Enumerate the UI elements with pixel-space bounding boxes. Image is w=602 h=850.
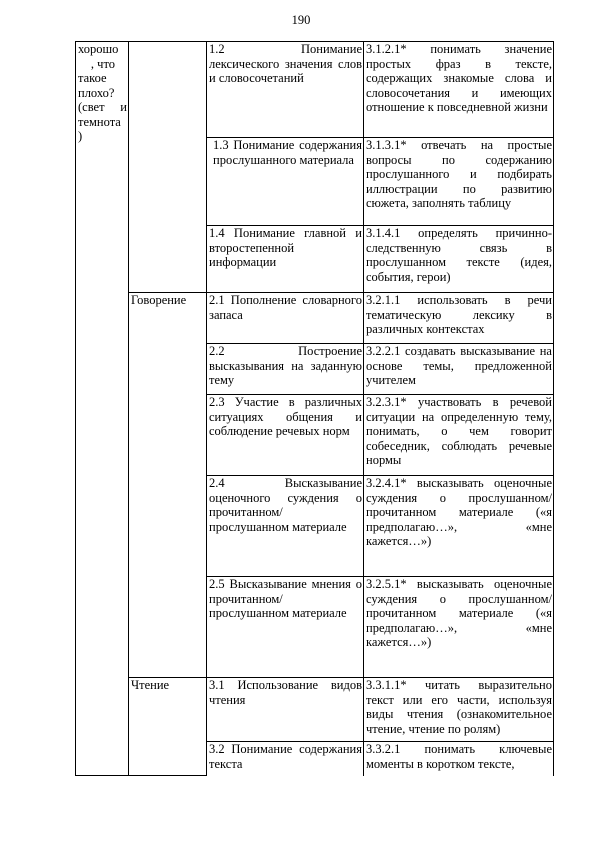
subskill-cell: 3.2 Понимание содержания текста (207, 742, 364, 776)
objective-cell: 3.3.2.1 понимать ключевые моменты в коротком тексте, (364, 742, 554, 776)
subskill-cell: 2.5 Высказывание мнения о прочитанном/прослушанном материале (207, 577, 364, 678)
topic-line: такое (78, 71, 107, 85)
subskill-cell: 1.3 Понимание содержания прослушанного материала (207, 138, 364, 226)
subskill-cell: 2.2 Построение высказывания на заданную тему (207, 344, 364, 395)
objective-cell: 3.2.5.1* высказывать оценочные суждения о прослушанном/ прочитанном материале («я предполагаю…», «мне кажется…») (364, 577, 554, 678)
topic-line: темнота (78, 114, 121, 129)
objective-cell: 3.2.2.1 создавать высказывание на основе темы, предложенной учителем (364, 344, 554, 395)
objective-cell: 3.2.4.1* высказывать оценочные суждения о прослушанном/ прочитанном материале («я предполагаю…», «мне кажется…») (364, 476, 554, 577)
objective-cell: 3.2.1.1 использовать в речи тематическую лексику в различных контекстах (364, 293, 554, 344)
topic-line: (свет и (78, 100, 127, 114)
topic-line: , что (90, 56, 115, 71)
topic-line: ) (78, 129, 83, 143)
table-row (76, 42, 554, 138)
objective-cell: 3.1.3.1* отвечать на простые вопросы по содержанию прослушанного и подбирать иллюстрации по развитию сюжета, заполнять таблицу (364, 138, 554, 226)
subskill-cell: 2.3 Участие в различных ситуациях общения и соблюдение речевых норм (207, 395, 364, 476)
objective-cell: 3.2.3.1* участвовать в речевой ситуации на определенную тему, понимать, о чем говорит собеседник, соблюдать речевые нормы (364, 395, 554, 476)
subskill-cell: 3.1 Использование видов чтения (207, 678, 364, 742)
skill-cell (129, 42, 207, 293)
page-number: 190 (291, 13, 311, 27)
subskill-cell: 1.4 Понимание главной и второстепенной информации (207, 226, 364, 293)
table-row (76, 678, 554, 742)
subskill-cell: 1.2 Понимание лексического значения слов и словосочетаний (207, 42, 364, 138)
curriculum-table (75, 41, 554, 776)
objective-cell: 3.1.2.1* понимать значение простых фраз в тексте, содержащих знакомые слова и словосочетания и имеющих отношение к повседневной жизни (364, 42, 554, 138)
subskill-cell: 2.4 Высказывание оценочного суждения о прочитанном/прослушанном материале (207, 476, 364, 577)
skill-cell: Чтение (129, 678, 207, 776)
topic-line: плохо? (78, 85, 115, 100)
skill-cell: Говорение (129, 293, 207, 678)
table-row (76, 293, 554, 344)
topic-cell (76, 42, 129, 776)
objective-cell: 3.1.4.1 определять причинно-следственную связь в прослушанном тексте (идея, события, герои) (364, 226, 554, 293)
objective-cell: 3.3.1.1* читать выразительно текст или его части, используя виды чтения (ознакомительное чтение, чтение по ролям) (364, 678, 554, 742)
subskill-cell: 2.1 Пополнение словарного запаса (207, 293, 364, 344)
topic-line: хорошо (78, 42, 119, 56)
